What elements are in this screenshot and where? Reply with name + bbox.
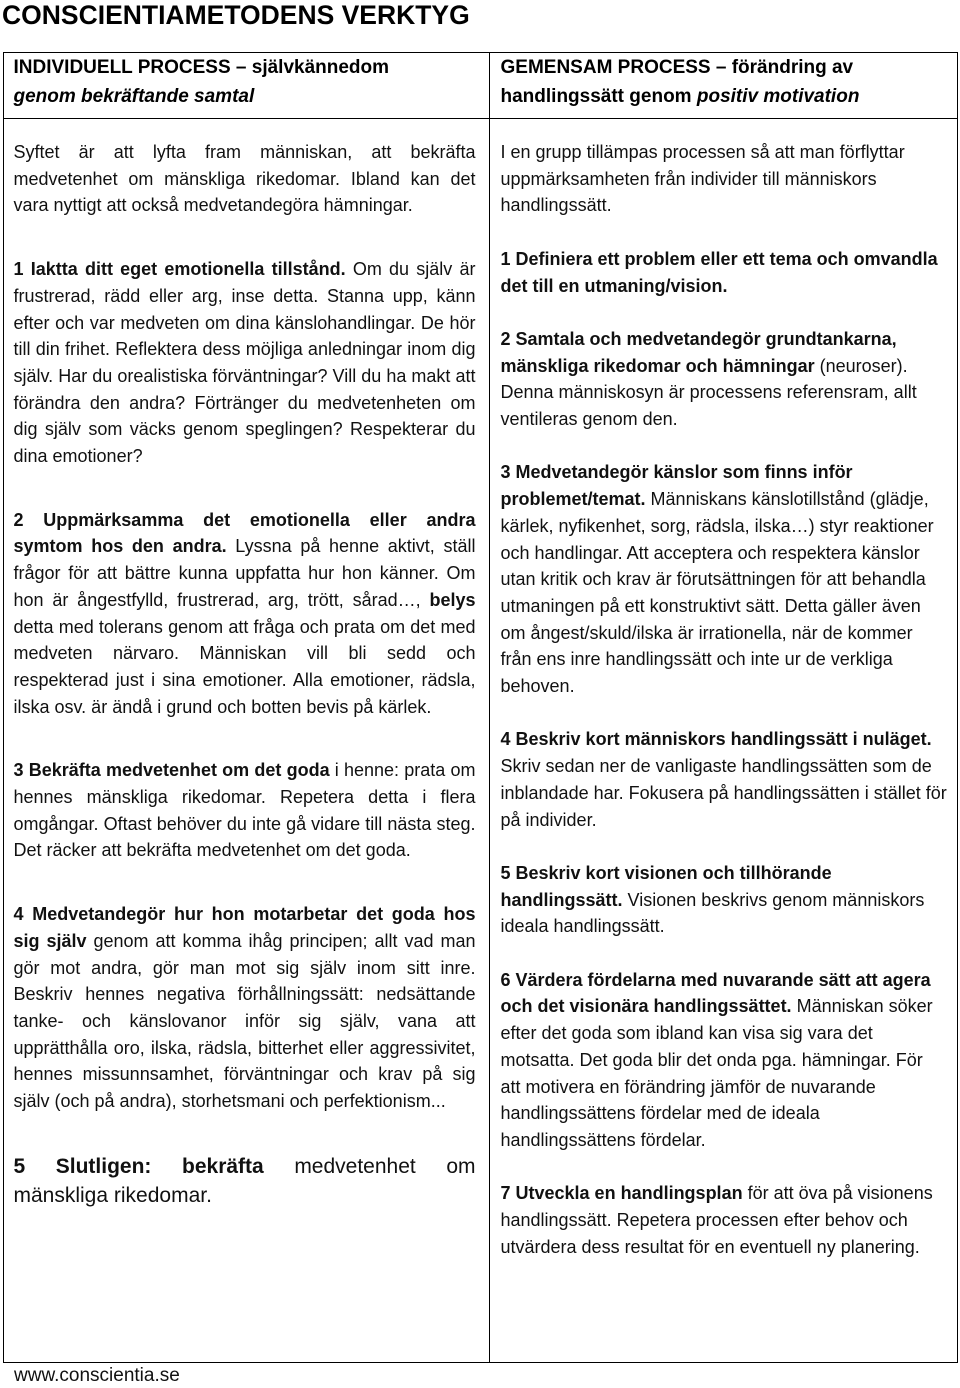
- individual-process-body: [4, 119, 490, 1362]
- individual-step-5: [14, 1152, 476, 1210]
- step-text: Om du själv är frustrerad, rädd eller arg, inse detta. Stanna upp, känn efter och var medveten om dina känslohandlingar. De hör till din frihet. Reflektera dess möjliga anledningar inom dig själv. Har du orealistiska förväntningar? Vill du ha makt att förändra den andra? Förtränger du medvetenheten om dig själv som väcks genom speglingen? Respekterar du dina emotioner?: [13, 259, 476, 467]
- shared-process-subtitle: positiv motivation: [696, 86, 860, 107]
- step-text: Visionen beskrivs genom människors ideala handlingssätt.: [500, 889, 925, 937]
- individual-step-3: [14, 757, 476, 864]
- step-heading: 3 Bekräfta medvetenhet om det goda: [13, 760, 330, 781]
- shared-step-7: [501, 1180, 948, 1260]
- individual-process-header: [4, 53, 490, 119]
- step-text: Skriv sedan ner de vanligaste handlingssätten som de inblandade har. Fokusera på handlingssätten i stället för på individer.: [500, 756, 947, 830]
- step-heading: 1 Definiera ett problem eller ett tema och omvandla det till en utmaning/vision.: [500, 248, 938, 296]
- step-heading: 5 Beskriv kort visionen och tillhörande handlingssätt.: [500, 862, 832, 910]
- document-title: CONSCIENTIAMETODENS VERKTYG: [2, 0, 470, 30]
- process-table: [3, 52, 958, 1363]
- shared-step-4: [501, 726, 948, 833]
- step-heading: 2 Samtala och medvetandegör grundtankarna, mänskliga rikedomar och hämningar: [500, 328, 897, 376]
- shared-process-header: [490, 53, 957, 119]
- shared-intro-paragraph: I en grupp tillämpas processen så att man förflyttar uppmärksamheten från individer till människors handlingssätt.: [500, 142, 905, 216]
- step-heading: 1 Iaktta ditt eget emotionella tillstånd.: [13, 259, 346, 280]
- shared-step-5: [501, 860, 948, 940]
- individual-intro-paragraph: Syftet är att lyfta fram människan, att bekräfta medvetenhet om mänskliga rikedomar. Ibland kan det vara nyttigt att också medvetandegöra hämningar.: [13, 142, 476, 216]
- step-text: Människans känslotillstånd (glädje, kärlek, nyfikenhet, sorg, rädsla, ilska…) styr reaktioner och handlingar. Att acceptera och respektera känslor utan kritik och krav är förutsättningen för att behandla utmaningen på ett konstruktivt sätt. Detta gäller även om ångest/skuld/ilska är irrationella, när de kommer från ens inre handlingssätt och inte ur de verkliga behoven.: [500, 489, 934, 697]
- step-heading: 5 Slutligen: bekräfta: [13, 1154, 264, 1178]
- step-heading: 4 Beskriv kort människors handlingssätt i nuläget.: [500, 729, 932, 750]
- step-text: genom att komma ihåg principen; allt vad man gör mot andra, gör man mot sig själv inom sitt inre. Beskriv hennes negativa förhållningssätt: nedsättande tanke- och känslovanor inför sig själv, vana att upprätthålla oro, ilska, rädsla, bitterhet eller aggressivitet, hennes missunnsamhet, förväntningar och krav på sig själv (och på andra), storhetsmani och perfektionism...: [13, 930, 476, 1112]
- step-text: (neuroser). Denna människosyn är processens referensram, allt ventileras genom den.: [500, 355, 917, 429]
- shared-process-title: GEMENSAM PROCESS – förändring av handlingssätt genom: [500, 57, 854, 107]
- individual-process-subtitle: genom bekräftande samtal: [13, 86, 255, 107]
- shared-step-1: [501, 246, 948, 299]
- shared-step-6: [501, 967, 948, 1154]
- individual-step-4: [14, 901, 476, 1115]
- individual-step-2: [14, 507, 476, 721]
- shared-process-body: [490, 119, 957, 1362]
- individual-process-heading: [14, 53, 444, 111]
- step-heading: 6 Värdera fördelarna med nuvarande sätt att agera och det visionära handlingssättet.: [500, 969, 931, 1017]
- step-text: för att öva på visionens handlingssätt. Repetera processen efter behov och utvärdera dess resultat för en eventuell ny planering.: [500, 1183, 933, 1257]
- step-text-continued: detta med tolerans genom att fråga och prata om det med medveten närvaro. Människan vill bli sedd och respekterad just i sina emotioner. Alla emotioner, rädsla, ilska osv. är ändå i grund och botten bevis på kärlek.: [13, 616, 476, 717]
- step-text: medvetenhet om mänskliga rikedomar.: [13, 1154, 476, 1207]
- step-emphasis: belys: [429, 589, 476, 610]
- shared-step-3: [501, 459, 948, 699]
- shared-step-2: [501, 326, 948, 433]
- step-heading: 7 Utveckla en handlingsplan: [500, 1183, 743, 1204]
- individual-process-title: INDIVIDUELL PROCESS – självkännedom: [13, 57, 390, 78]
- step-text: Människan söker efter det goda som ibland kan visa sig vara det motsatta. Det goda blir det onda pga. hämningar. För att motivera en förändring jämför de nuvarande handlingssättens fördelar med de ideala handlingssättens fördelar.: [500, 996, 933, 1150]
- individual-step-1: [14, 256, 476, 470]
- step-heading: 2 Uppmärksamma det emotionella eller andra symtom hos den andra.: [13, 509, 476, 557]
- step-heading: 3 Medvetandegör känslor som finns inför problemet/temat.: [500, 462, 853, 510]
- footer-website: www.conscientia.se: [14, 1365, 180, 1386]
- step-text: i henne: prata om hennes mänskliga rikedomar. Repetera detta i flera omgångar. Oftast behöver du inte gå vidare till nästa steg. Det räcker att bekräfta medvetenhet om det goda.: [13, 760, 476, 861]
- step-heading: 4 Medvetandegör hur hon motarbetar det goda hos sig själv: [13, 904, 476, 951]
- step-text: Lyssna på henne aktivt, ställ frågor för att bättre kunna uppfatta hur hon känner. Om hon är ångestfylld, frustrerad, arg, trött, sårad…,: [13, 536, 476, 610]
- shared-process-heading: [501, 53, 931, 111]
